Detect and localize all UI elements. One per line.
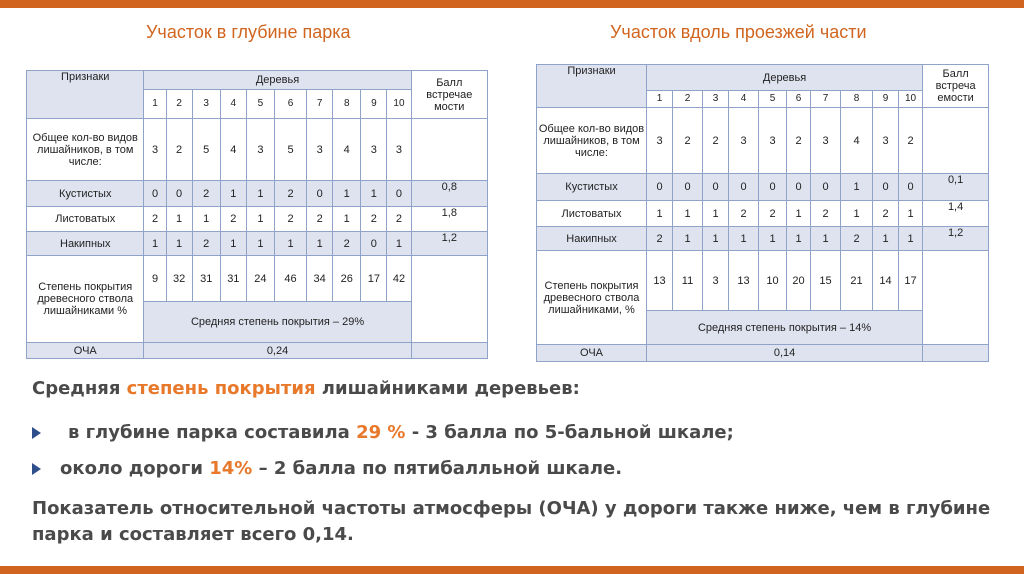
tree-number: 7 [811, 91, 841, 108]
coverage-value: 42 [387, 256, 411, 302]
table-row [537, 174, 989, 201]
cell-value: 0 [787, 174, 811, 201]
text-segment: Средняя [32, 378, 127, 399]
coverage-value: 46 [274, 256, 306, 302]
triangle-bullet-icon [32, 427, 41, 439]
coverage-value: 31 [220, 256, 246, 302]
score-cell: 0,1 [923, 174, 989, 201]
summary-line-coverage [32, 378, 580, 399]
cell-value: 1 [759, 227, 787, 251]
coverage-value: 20 [787, 251, 811, 311]
coverage-average: Средняя степень покрытия – 14% [647, 311, 923, 345]
score-cell [923, 108, 989, 174]
coverage-value: 3 [703, 251, 729, 311]
table-row [27, 343, 488, 359]
header-score: Балл встреча емости [923, 65, 989, 108]
cell-value: 2 [873, 201, 899, 227]
coverage-label: Степень покрытия древесного ствола лишайниками, % [537, 251, 647, 345]
cell-value: 4 [333, 119, 361, 181]
cell-value: 1 [811, 227, 841, 251]
cell-value: 5 [274, 119, 306, 181]
cell-value: 0 [703, 174, 729, 201]
cell-value: 0 [899, 174, 923, 201]
table-park-interior [26, 70, 488, 359]
coverage-value: 17 [899, 251, 923, 311]
heading-park-interior: Участок в глубине парка [146, 22, 351, 42]
table-row [27, 207, 488, 232]
coverage-value: 15 [811, 251, 841, 311]
table-row [537, 251, 989, 311]
row-label: Кустистых [537, 174, 647, 201]
bullet-text [60, 458, 622, 479]
cell-value: 0 [361, 232, 387, 256]
cell-value: 2 [387, 207, 411, 232]
cell-value: 1 [673, 201, 703, 227]
coverage-value: 34 [307, 256, 333, 302]
coverage-value: 26 [333, 256, 361, 302]
header-features: Признаки [27, 71, 144, 119]
cell-value: 1 [220, 181, 246, 207]
cell-value: 1 [841, 174, 873, 201]
header-score: Балл встречае мости [411, 71, 487, 119]
row-label: Общее кол-во видов лишайников, в том числе: [537, 108, 647, 174]
coverage-value: 31 [192, 256, 220, 302]
cell-value: 1 [703, 227, 729, 251]
cell-value: 3 [307, 119, 333, 181]
tree-number: 10 [387, 90, 411, 119]
cell-value: 2 [361, 207, 387, 232]
cell-value: 1 [166, 207, 192, 232]
row-label: Накипных [27, 232, 144, 256]
cell-value: 2 [759, 201, 787, 227]
table-row [27, 256, 488, 302]
header-trees: Деревья [647, 65, 923, 91]
text-segment: - 3 балла по 5-бальной шкале; [405, 422, 734, 443]
text-segment: в глубине парка составила [68, 422, 357, 443]
cell-value: 0 [144, 181, 166, 207]
cell-value: 0 [647, 174, 673, 201]
row-label: Листоватых [27, 207, 144, 232]
coverage-value: 17 [361, 256, 387, 302]
tree-number: 2 [166, 90, 192, 119]
tree-number: 4 [220, 90, 246, 119]
score-cell: 1,2 [923, 227, 989, 251]
coverage-value: 32 [166, 256, 192, 302]
cell-value: 1 [333, 181, 361, 207]
top-accent-bar [0, 0, 1024, 8]
table-row [27, 181, 488, 207]
cell-value: 1 [333, 207, 361, 232]
cell-value: 1 [841, 201, 873, 227]
tree-number: 6 [274, 90, 306, 119]
coverage-value: 10 [759, 251, 787, 311]
score-cell: 0,8 [411, 181, 487, 207]
cell-value: 3 [729, 108, 759, 174]
text-segment: лишайниками деревьев: [315, 378, 580, 399]
bottom-accent-bar [0, 566, 1024, 574]
header-trees: Деревья [144, 71, 411, 90]
cell-value: 2 [144, 207, 166, 232]
score-cell-empty [411, 343, 487, 359]
cell-value: 0 [307, 181, 333, 207]
table-row [537, 201, 989, 227]
tree-number: 4 [729, 91, 759, 108]
table-roadside [536, 64, 989, 362]
triangle-bullet-icon [32, 463, 41, 475]
coverage-label: Степень покрытия древесного ствола лишайниками % [27, 256, 144, 343]
table-row [537, 108, 989, 174]
cell-value: 2 [729, 201, 759, 227]
cell-value: 1 [246, 207, 274, 232]
cell-value: 4 [220, 119, 246, 181]
row-label: Накипных [537, 227, 647, 251]
cell-value: 1 [647, 201, 673, 227]
cell-value: 3 [387, 119, 411, 181]
cell-value: 4 [841, 108, 873, 174]
cell-value: 2 [333, 232, 361, 256]
header-features: Признаки [537, 65, 647, 108]
row-label: Общее кол-во видов лишайников, в том числе: [27, 119, 144, 181]
coverage-value: 13 [729, 251, 759, 311]
cell-value: 3 [759, 108, 787, 174]
cell-value: 0 [811, 174, 841, 201]
cell-value: 1 [787, 201, 811, 227]
cell-value: 5 [192, 119, 220, 181]
cell-value: 2 [307, 207, 333, 232]
score-cell-empty [923, 251, 989, 345]
score-cell-empty [923, 345, 989, 362]
bullet-text [68, 422, 734, 443]
cell-value: 1 [246, 232, 274, 256]
score-cell: 1,4 [923, 201, 989, 227]
cell-value: 2 [274, 207, 306, 232]
cell-value: 0 [759, 174, 787, 201]
cell-value: 1 [274, 232, 306, 256]
cell-value: 0 [166, 181, 192, 207]
cell-value: 1 [673, 227, 703, 251]
cell-value: 2 [220, 207, 246, 232]
cell-value: 3 [361, 119, 387, 181]
coverage-average: Средняя степень покрытия – 29% [144, 302, 411, 343]
cell-value: 3 [144, 119, 166, 181]
ocha-value: 0,24 [144, 343, 411, 359]
table-row [27, 119, 488, 181]
ocha-label: ОЧА [27, 343, 144, 359]
row-label: Листоватых [537, 201, 647, 227]
cell-value: 0 [873, 174, 899, 201]
row-label: Кустистых [27, 181, 144, 207]
cell-value: 1 [307, 232, 333, 256]
cell-value: 2 [192, 232, 220, 256]
cell-value: 2 [673, 108, 703, 174]
cell-value: 1 [787, 227, 811, 251]
table-row [537, 345, 989, 362]
tree-number: 5 [759, 91, 787, 108]
tree-number: 1 [144, 90, 166, 119]
highlight-text: 14% [209, 458, 253, 479]
text-segment: – 2 балла по пятибалльной шкале. [252, 458, 623, 479]
tree-number: 9 [361, 90, 387, 119]
cell-value: 1 [361, 181, 387, 207]
table-row [27, 232, 488, 256]
highlight-text: степень покрытия [126, 378, 316, 399]
cell-value: 2 [647, 227, 673, 251]
cell-value: 1 [387, 232, 411, 256]
cell-value: 2 [274, 181, 306, 207]
cell-value: 2 [703, 108, 729, 174]
highlight-text: 29 % [356, 422, 406, 443]
tree-number: 8 [841, 91, 873, 108]
coverage-value: 14 [873, 251, 899, 311]
coverage-value: 11 [673, 251, 703, 311]
cell-value: 2 [899, 108, 923, 174]
coverage-value: 21 [841, 251, 873, 311]
tree-number: 10 [899, 91, 923, 108]
cell-value: 1 [873, 227, 899, 251]
cell-value: 3 [811, 108, 841, 174]
coverage-value: 9 [144, 256, 166, 302]
tree-number: 1 [647, 91, 673, 108]
cell-value: 0 [673, 174, 703, 201]
cell-value: 2 [787, 108, 811, 174]
text-segment: около дороги [60, 458, 210, 479]
tree-number: 9 [873, 91, 899, 108]
cell-value: 2 [841, 227, 873, 251]
cell-value: 1 [703, 201, 729, 227]
cell-value: 1 [899, 201, 923, 227]
cell-value: 1 [246, 181, 274, 207]
cell-value: 1 [166, 232, 192, 256]
tree-number: 3 [192, 90, 220, 119]
ocha-value: 0,14 [647, 345, 923, 362]
ocha-label: ОЧА [537, 345, 647, 362]
cell-value: 0 [729, 174, 759, 201]
tree-number: 8 [333, 90, 361, 119]
score-cell-empty [411, 256, 487, 343]
heading-roadside: Участок вдоль проезжей части [610, 22, 867, 42]
cell-value: 3 [246, 119, 274, 181]
cell-value: 2 [192, 181, 220, 207]
tree-number: 7 [307, 90, 333, 119]
cell-value: 1 [899, 227, 923, 251]
cell-value: 2 [166, 119, 192, 181]
score-cell: 1,8 [411, 207, 487, 232]
cell-value: 2 [811, 201, 841, 227]
score-cell [411, 119, 487, 181]
cell-value: 1 [144, 232, 166, 256]
cell-value: 1 [729, 227, 759, 251]
tree-number: 2 [673, 91, 703, 108]
tree-number: 3 [703, 91, 729, 108]
tree-number: 5 [246, 90, 274, 119]
cell-value: 0 [387, 181, 411, 207]
cell-value: 1 [192, 207, 220, 232]
coverage-value: 13 [647, 251, 673, 311]
coverage-value: 24 [246, 256, 274, 302]
tree-number: 6 [787, 91, 811, 108]
table-row [537, 227, 989, 251]
summary-line-ocha: Показатель относительной частоты атмосферы (ОЧА) у дороги также ниже, чем в глубине парка и составляет всего 0,14. [32, 498, 991, 545]
cell-value: 3 [647, 108, 673, 174]
cell-value: 1 [220, 232, 246, 256]
cell-value: 3 [873, 108, 899, 174]
score-cell: 1,2 [411, 232, 487, 256]
